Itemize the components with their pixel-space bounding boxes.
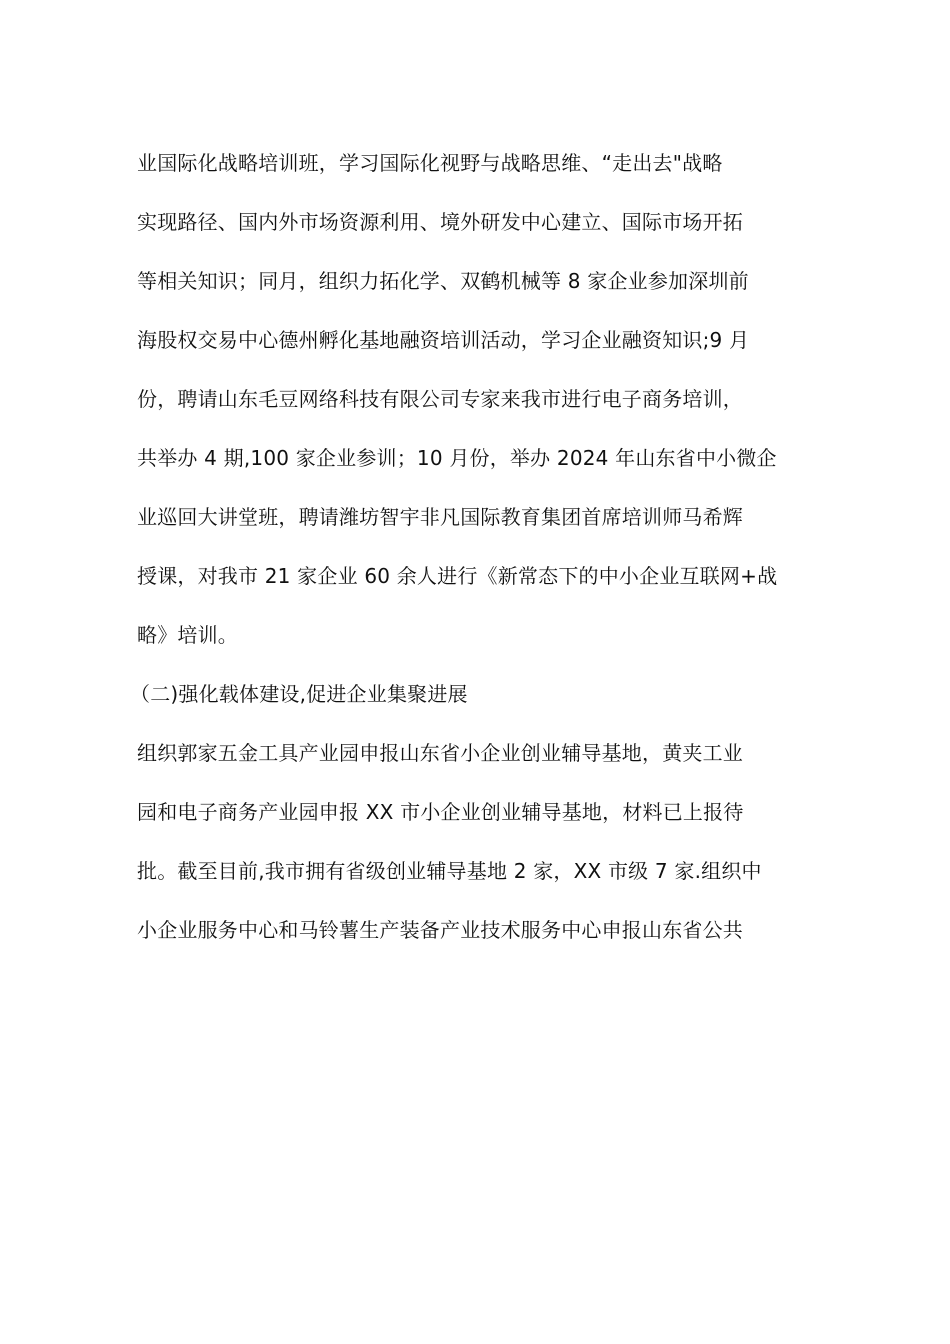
section-heading: （二)强化载体建设,促进企业集聚进展 [130,682,468,706]
paragraph-line: 业巡回大讲堂班，聘请潍坊智宇非凡国际教育集团首席培训师马希辉 [137,505,743,529]
paragraph-line: 略》培训。 [137,623,238,647]
paragraph-line: 份，聘请山东毛豆网络科技有限公司专家来我市进行电子商务培训， [137,387,743,411]
paragraph-line: 实现路径、国内外市场资源利用、境外研发中心建立、国际市场开拓 [137,210,743,234]
paragraph-line: 海股权交易中心德州孵化基地融资培训活动，学习企业融资知识;9 月 [137,328,750,352]
paragraph-line: 批。截至目前,我市拥有省级创业辅导基地 2 家，XX 市级 7 家.组织中 [137,859,762,883]
paragraph-line: 小企业服务中心和马铃薯生产装备产业技术服务中心申报山东省公共 [137,918,743,942]
paragraph-line: 业国际化战略培训班，学习国际化视野与战略思维、“走出去"战略 [137,151,723,175]
paragraph-line: 组织郭家五金工具产业园申报山东省小企业创业辅导基地，黄夹工业 [137,741,743,765]
document-body [130,140,827,966]
paragraph-line: 园和电子商务产业园申报 XX 市小企业创业辅导基地，材料已上报待 [137,800,744,824]
paragraph-line: 授课，对我市 21 家企业 60 余人进行《新常态下的中小企业互联网+战 [137,564,778,588]
paragraph-line: 共举办 4 期,100 家企业参训；10 月份，举办 2024 年山东省中小微企 [137,446,777,470]
paragraph-line: 等相关知识；同月，组织力拓化学、双鹤机械等 8 家企业参加深圳前 [137,269,749,293]
